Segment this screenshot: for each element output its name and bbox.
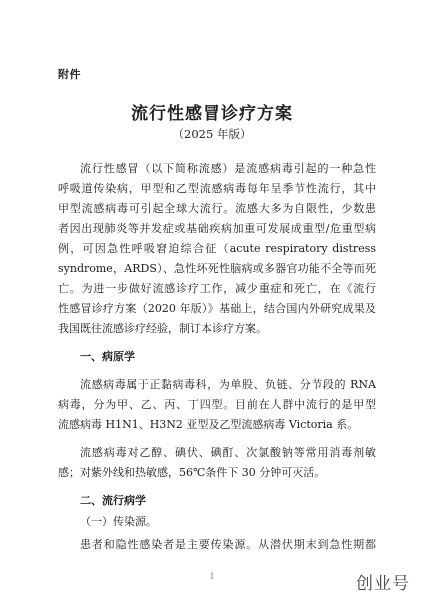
section1-line: 感；对紫外线和热敏感，56℃条件下 30 分钟可灭活。 (58, 466, 326, 479)
document-title: 流行性感冒诊疗方案 (131, 104, 293, 124)
watermark: 创业号 (356, 574, 410, 594)
intro-line: 例，可因急性呼吸窘迫综合征（acute respiratory distress (58, 242, 376, 255)
intro-line: 流行性感冒（以下简称流感）是流感病毒引起的一种急性 (80, 162, 376, 175)
page-number: 1 (209, 572, 215, 581)
attachment-label: 附件 (58, 68, 81, 81)
section1-line: 流感病毒 H1N1、H3N2 亚型及乙型流感病毒 Victoria 系。 (58, 418, 359, 431)
section2-line: 患者和隐性感染者是主要传染源。从潜伏期末到急性期都 (80, 538, 376, 551)
section1-line: 流感病毒属于正黏病毒科，为单股、负链、分节段的 RNA (80, 378, 376, 391)
intro-line: 呼吸道传染病，甲型和乙型流感病毒每年呈季节性流行，其中 (58, 182, 376, 195)
document-edition: （2025 年版） (172, 127, 252, 141)
intro-line: 性感冒诊疗方案（2020 年版）》基础上，结合国内外研究成果及 (58, 302, 376, 315)
section1-line: 病毒，分为甲、乙、丙、丁四型。目前在人群中流行的是甲型 (58, 398, 376, 411)
section1-line: 流感病毒对乙醇、碘伏、碘酊、次氯酸钠等常用消毒剂敏 (80, 446, 376, 459)
section-heading-pathogen: 一、病原学 (80, 350, 135, 363)
intro-line: syndrome，ARDS）、急性坏死性脑病或多器官功能不全等而死 (58, 262, 376, 275)
intro-line: 者因出现肺炎等并发症或基础疾病加重可发展成重型/危重型病 (58, 222, 376, 235)
section-heading-epidemiology: 二、流行病学 (80, 494, 146, 507)
subsection-heading-source: （一）传染源。 (80, 515, 157, 528)
intro-line: 我国既往流感诊疗经验，制订本诊疗方案。 (58, 322, 267, 335)
intro-line: 亡。为进一步做好流感诊疗工作，减少重症和死亡，在《流行 (58, 282, 376, 295)
intro-line: 甲型流感病毒可引起全球大流行。流感大多为自限性，少数患 (58, 202, 376, 215)
